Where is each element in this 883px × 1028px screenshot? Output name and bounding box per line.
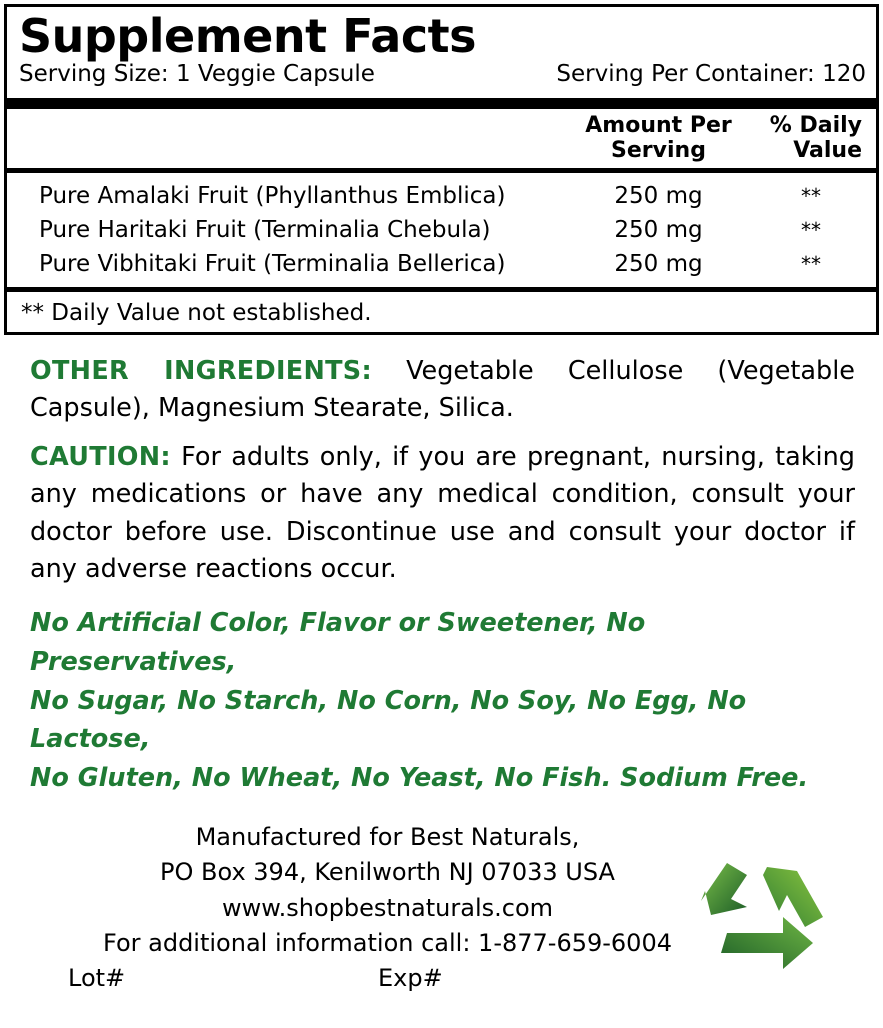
- caution-text: For adults only, if you are pregnant, nursing, taking any medications or have any medical condition, consult your doctor before use. Discontinue use and consult your doctor if any adverse reactions occur.: [30, 442, 855, 584]
- table-row: [19, 247, 866, 281]
- serving-info-row: [19, 61, 866, 87]
- claims-line-1: No Artificial Color, Flavor or Sweetener, No Preservatives,: [30, 608, 646, 677]
- lot-label: Lot#: [68, 963, 126, 992]
- claims-line-2: No Sugar, No Starch, No Corn, No Soy, No Egg, No Lactose,: [30, 685, 747, 755]
- ingredient-name: Pure Vibhitaki Fruit (Terminalia Bellerica): [39, 250, 506, 277]
- ingredient-daily-value: **: [801, 183, 821, 208]
- caution-paragraph: [30, 439, 855, 588]
- supplement-facts-panel: [4, 4, 879, 335]
- servings-per-container: Serving Per Container: 120: [556, 61, 866, 87]
- phone-line: For additional information call: 1-877-659-6004: [103, 929, 672, 958]
- label-body: [0, 335, 883, 992]
- ingredient-amount: 250 mg: [614, 250, 703, 277]
- amount-header-line1: Amount Per: [585, 113, 732, 138]
- recycle-icon: [687, 857, 837, 982]
- claims-line-3: No Gluten, No Wheat, No Yeast, No Fish. Sodium Free.: [30, 763, 809, 793]
- table-row: [19, 213, 866, 247]
- other-ingredients-text: Vegetable Cellulose (Vegetable Capsule), Magnesium Stearate, Silica.: [30, 355, 855, 423]
- supplement-label: [0, 4, 883, 1028]
- website-line[interactable]: www.shopbestnaturals.com: [221, 893, 554, 922]
- caution-heading: CAUTION:: [30, 442, 171, 473]
- facts-column-headers: [19, 109, 866, 168]
- ingredient-name: Pure Haritaki Fruit (Terminalia Chebula): [39, 216, 491, 243]
- dv-header-line2: Value: [793, 138, 862, 164]
- ingredient-amount: 250 mg: [614, 182, 703, 209]
- ingredient-daily-value: **: [801, 217, 821, 242]
- address-line: PO Box 394, Kenilworth NJ 07033 USA: [160, 858, 615, 887]
- serving-size: Serving Size: 1 Veggie Capsule: [19, 61, 375, 87]
- table-row: [19, 179, 866, 213]
- dv-header-line1: % Daily: [769, 113, 862, 138]
- free-from-claims: [30, 604, 855, 798]
- amount-per-serving-header: [561, 113, 756, 164]
- manufacturer-footer: [30, 820, 855, 992]
- other-ingredients-heading: OTHER INGREDIENTS:: [30, 355, 372, 386]
- manufacturer-line: Manufactured for Best Naturals,: [195, 822, 580, 851]
- ingredient-daily-value: **: [801, 251, 821, 276]
- amount-header-line2: Serving: [611, 138, 706, 164]
- other-ingredients-paragraph: [30, 353, 855, 427]
- ingredient-name: Pure Amalaki Fruit (Phyllanthus Emblica): [39, 182, 506, 209]
- daily-value-footnote: ** Daily Value not established.: [21, 299, 372, 326]
- ingredient-amount: 250 mg: [614, 216, 703, 243]
- divider-thick-top: [7, 98, 876, 109]
- exp-label: Exp#: [378, 963, 443, 992]
- supplement-facts-title: Supplement Facts: [19, 9, 476, 63]
- daily-value-header: [756, 113, 866, 164]
- ingredient-rows: [19, 173, 866, 287]
